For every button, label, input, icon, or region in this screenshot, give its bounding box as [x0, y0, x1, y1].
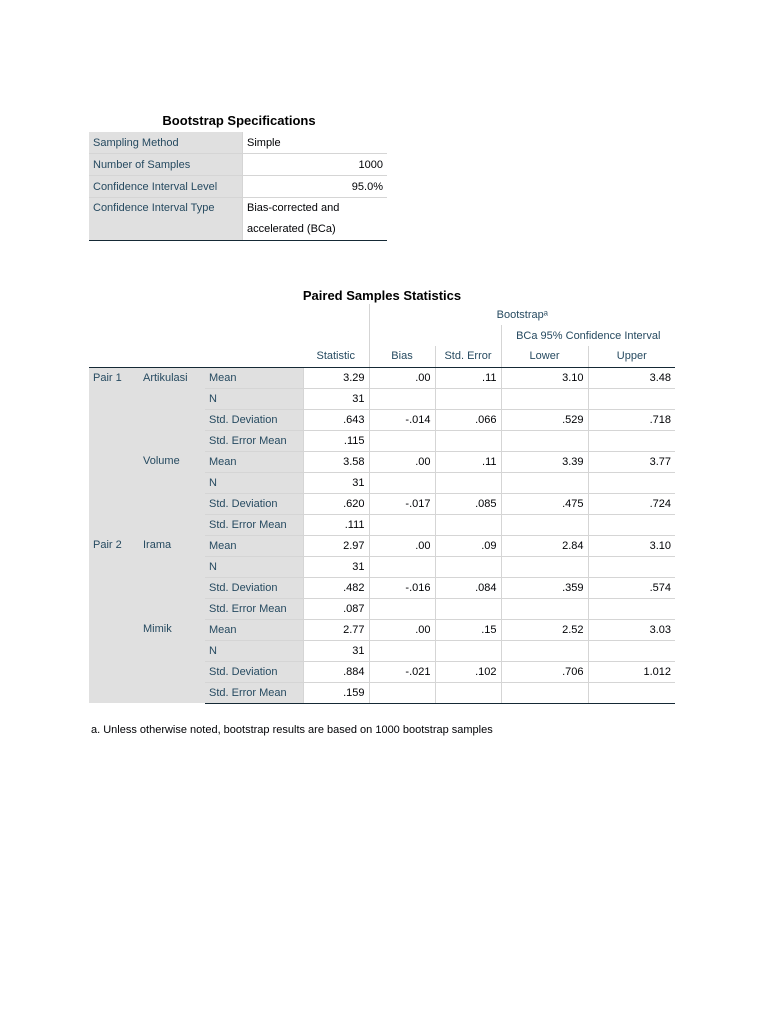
statistic-header: Statistic [303, 346, 369, 367]
statistic-value: .115 [303, 430, 369, 451]
bias-header: Bias [369, 346, 435, 367]
statistic-label: Mean [205, 451, 303, 472]
upper-value [588, 682, 675, 703]
std-error-value [435, 598, 501, 619]
std-error-value [435, 430, 501, 451]
lower-value [501, 514, 588, 535]
std-error-header: Std. Error [435, 346, 501, 367]
bias-value [369, 430, 435, 451]
bias-value [369, 556, 435, 577]
spec-row [89, 176, 387, 198]
lower-value [501, 556, 588, 577]
upper-value [588, 514, 675, 535]
statistic-value: 2.97 [303, 535, 369, 556]
bias-value: -.014 [369, 409, 435, 430]
std-error-value: .084 [435, 577, 501, 598]
statistic-label: Mean [205, 535, 303, 556]
bias-value: -.021 [369, 661, 435, 682]
lower-value: .706 [501, 661, 588, 682]
statistic-value: 31 [303, 556, 369, 577]
statistic-label: Mean [205, 619, 303, 640]
upper-value: 3.48 [588, 367, 675, 388]
std-error-value [435, 514, 501, 535]
upper-value: 3.77 [588, 451, 675, 472]
lower-value [501, 682, 588, 703]
upper-value: 3.10 [588, 535, 675, 556]
std-error-value: .09 [435, 535, 501, 556]
upper-value: .574 [588, 577, 675, 598]
upper-value: .724 [588, 493, 675, 514]
std-error-value [435, 640, 501, 661]
table-row [89, 535, 675, 556]
statistic-value: 31 [303, 472, 369, 493]
upper-value [588, 388, 675, 409]
upper-value [588, 472, 675, 493]
variable-label: Artikulasi [139, 367, 205, 451]
footnote: a. Unless otherwise noted, bootstrap results are based on 1000 bootstrap samples [91, 724, 493, 736]
statistic-value: 31 [303, 640, 369, 661]
lower-value: .475 [501, 493, 588, 514]
bias-value: .00 [369, 451, 435, 472]
bias-value: .00 [369, 367, 435, 388]
lower-value: 2.84 [501, 535, 588, 556]
spec-value: Simple [243, 132, 388, 154]
spec-value-line: Bias-corrected and [247, 202, 340, 214]
bootstrap-header: Bootstrapᵃ [369, 304, 675, 325]
statistic-label: N [205, 472, 303, 493]
spec-row [89, 198, 387, 241]
lower-value [501, 472, 588, 493]
bias-value [369, 388, 435, 409]
bias-value: -.016 [369, 577, 435, 598]
spec-label: Number of Samples [89, 154, 243, 176]
lower-value: .529 [501, 409, 588, 430]
header-row [89, 304, 675, 325]
std-error-value [435, 556, 501, 577]
std-error-value [435, 388, 501, 409]
lower-value [501, 430, 588, 451]
bias-value [369, 472, 435, 493]
upper-value [588, 430, 675, 451]
statistic-label: Mean [205, 367, 303, 388]
spec-row [89, 132, 387, 154]
table-row [89, 451, 675, 472]
statistic-label: N [205, 556, 303, 577]
bias-value [369, 514, 435, 535]
lower-value [501, 388, 588, 409]
statistic-label: Std. Deviation [205, 493, 303, 514]
bias-value [369, 598, 435, 619]
std-error-value [435, 682, 501, 703]
std-error-value: .066 [435, 409, 501, 430]
spec-value: 1000 [243, 154, 388, 176]
spec-row [89, 154, 387, 176]
table-row [89, 367, 675, 388]
lower-value: .359 [501, 577, 588, 598]
std-error-value: .085 [435, 493, 501, 514]
statistic-label: Std. Deviation [205, 577, 303, 598]
statistic-value: 31 [303, 388, 369, 409]
lower-value [501, 598, 588, 619]
spec-label: Confidence Interval Type [89, 198, 243, 241]
statistic-label: N [205, 388, 303, 409]
upper-value: 3.03 [588, 619, 675, 640]
statistic-value: .087 [303, 598, 369, 619]
statistic-value: .884 [303, 661, 369, 682]
spec-value: 95.0% [243, 176, 388, 198]
upper-value: .718 [588, 409, 675, 430]
bootstrap-specifications-table [89, 132, 387, 241]
statistic-value: .620 [303, 493, 369, 514]
upper-value [588, 640, 675, 661]
paired-samples-statistics-title: Paired Samples Statistics [302, 288, 462, 303]
upper-value [588, 598, 675, 619]
spec-value-line: accelerated (BCa) [247, 223, 336, 235]
upper-header: Upper [588, 346, 675, 367]
spec-label: Sampling Method [89, 132, 243, 154]
lower-value [501, 640, 588, 661]
std-error-value: .11 [435, 367, 501, 388]
statistic-value: .159 [303, 682, 369, 703]
lower-value: 2.52 [501, 619, 588, 640]
statistic-label: Std. Deviation [205, 409, 303, 430]
statistic-label: Std. Error Mean [205, 598, 303, 619]
bias-value [369, 640, 435, 661]
statistic-label: Std. Error Mean [205, 514, 303, 535]
lower-header: Lower [501, 346, 588, 367]
upper-value: 1.012 [588, 661, 675, 682]
spec-value [243, 198, 388, 241]
std-error-value: .102 [435, 661, 501, 682]
variable-label: Irama [139, 535, 205, 619]
statistic-value: .482 [303, 577, 369, 598]
variable-label: Volume [139, 451, 205, 535]
paired-samples-statistics-table [89, 304, 675, 704]
statistic-value: .111 [303, 514, 369, 535]
bias-value: .00 [369, 535, 435, 556]
pair-label: Pair 2 [89, 535, 139, 703]
header-row [89, 346, 675, 367]
statistic-value: 2.77 [303, 619, 369, 640]
lower-value: 3.10 [501, 367, 588, 388]
statistic-value: .643 [303, 409, 369, 430]
statistic-label: N [205, 640, 303, 661]
ci-header: BCa 95% Confidence Interval [501, 325, 675, 346]
statistic-label: Std. Error Mean [205, 682, 303, 703]
statistic-label: Std. Error Mean [205, 430, 303, 451]
pair-label: Pair 1 [89, 367, 139, 535]
std-error-value: .11 [435, 451, 501, 472]
bootstrap-specifications-title: Bootstrap Specifications [162, 113, 316, 128]
variable-label: Mimik [139, 619, 205, 703]
bias-value [369, 682, 435, 703]
lower-value: 3.39 [501, 451, 588, 472]
header-row [89, 325, 675, 346]
bias-value: -.017 [369, 493, 435, 514]
std-error-value: .15 [435, 619, 501, 640]
bias-value: .00 [369, 619, 435, 640]
statistic-value: 3.58 [303, 451, 369, 472]
std-error-value [435, 472, 501, 493]
statistic-label: Std. Deviation [205, 661, 303, 682]
table-body [89, 367, 675, 703]
table-row [89, 619, 675, 640]
upper-value [588, 556, 675, 577]
spec-label: Confidence Interval Level [89, 176, 243, 198]
statistic-value: 3.29 [303, 367, 369, 388]
